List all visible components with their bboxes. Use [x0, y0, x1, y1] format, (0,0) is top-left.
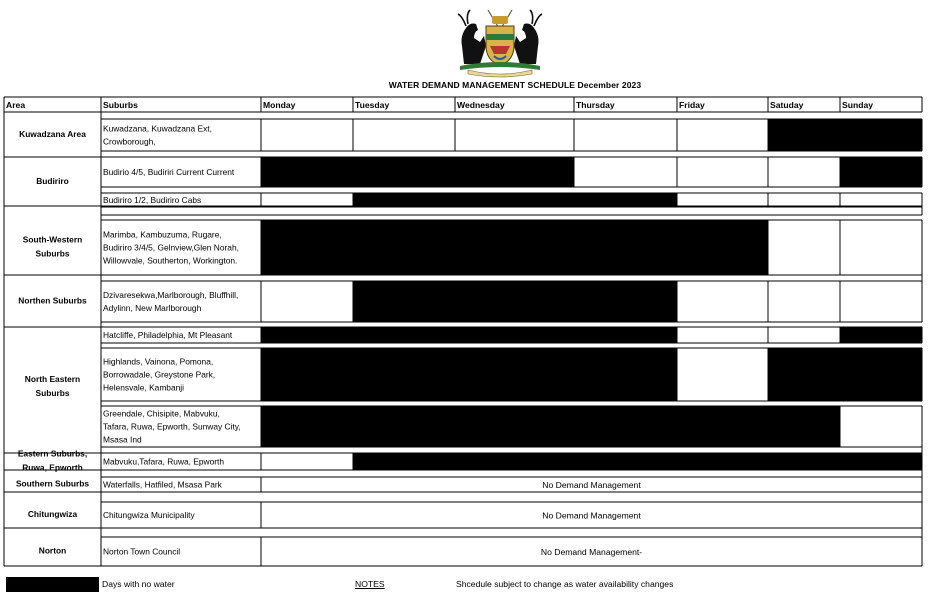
- area-name: North Eastern Suburbs: [24, 374, 81, 399]
- suburb-text: Dzivaresekwa,Marlborough, Bluffhill,: [103, 290, 239, 301]
- suburb-text: Tafara, Ruwa, Epworth, Sunway City,: [103, 421, 241, 432]
- no-water-day-cell: [455, 157, 574, 187]
- no-water-day-cell: [574, 193, 677, 207]
- no-water-day-cell: [768, 348, 840, 401]
- no-demand-management-note: No Demand Management-: [540, 546, 643, 557]
- area-name: Northen Suburbs: [18, 295, 87, 306]
- suburb-text: Msasa Ind: [103, 434, 142, 445]
- no-water-day-cell: [353, 281, 455, 322]
- no-water-day-cell: [768, 119, 840, 151]
- suburb-text: Budirio 4/5, Budiriri Current Current: [103, 167, 235, 178]
- column-header: Suburbs: [103, 99, 138, 110]
- no-water-day-cell: [455, 220, 574, 275]
- no-water-day-cell: [353, 406, 455, 447]
- suburb-text: Borrowadale, Greystone Park,: [103, 369, 216, 380]
- no-water-day-cell: [677, 220, 768, 275]
- notes-label: NOTES: [355, 579, 385, 589]
- suburb-text: Norton Town Council: [103, 546, 181, 557]
- no-water-day-cell: [840, 327, 922, 343]
- no-water-day-cell: [840, 157, 922, 187]
- suburb-text: Budiriro 1/2, Budiriro Cabs: [103, 195, 202, 206]
- no-water-day-cell: [455, 406, 574, 447]
- column-header: Area: [6, 99, 26, 110]
- suburb-text: Adylinn, New Marlborough: [103, 303, 202, 314]
- no-water-day-cell: [574, 406, 677, 447]
- no-water-day-cell: [455, 348, 574, 401]
- legend-swatch: [6, 577, 99, 592]
- no-water-day-cell: [677, 453, 768, 470]
- no-water-day-cell: [455, 193, 574, 207]
- column-header: Friday: [679, 99, 705, 110]
- area-name: Southern Suburbs: [15, 478, 90, 489]
- area-name: Budiriro: [36, 176, 69, 187]
- no-water-day-cell: [840, 348, 922, 401]
- suburb-text: Helensvale, Kambanji: [103, 382, 185, 393]
- no-water-day-cell: [455, 281, 574, 322]
- no-water-day-cell: [261, 327, 353, 343]
- suburb-text: Crowborough,: [103, 136, 156, 147]
- no-water-day-cell: [768, 406, 840, 447]
- no-water-day-cell: [261, 348, 353, 401]
- suburb-text: Chitungwiza Municipality: [103, 510, 195, 521]
- suburb-text: Waterfalls, Hatfiled, Msasa Park: [103, 479, 222, 490]
- suburb-text: Kuwadzana, Kuwadzana Ext,: [103, 123, 212, 134]
- no-water-day-cell: [574, 281, 677, 322]
- no-water-day-cell: [840, 119, 922, 151]
- no-water-day-cell: [574, 220, 677, 275]
- no-water-day-cell: [574, 348, 677, 401]
- area-name: South-Western Suburbs: [22, 234, 83, 259]
- suburb-text: Mabvuku,Tafara, Ruwa, Epworth: [103, 456, 225, 467]
- no-water-day-cell: [261, 406, 353, 447]
- no-water-day-cell: [353, 220, 455, 275]
- suburb-text: Willowvale, Southerton, Workington.: [103, 255, 238, 266]
- column-header: Monday: [263, 99, 296, 110]
- no-water-day-cell: [261, 157, 353, 187]
- no-water-day-cell: [261, 220, 353, 275]
- area-name: Eastern Suburbs, Ruwa, Epworth: [17, 448, 88, 473]
- notes-text: Shcedule subject to change as water availability changes: [456, 579, 674, 589]
- no-water-day-cell: [840, 453, 922, 470]
- area-name: Kuwadzana Area: [19, 129, 86, 140]
- column-header: Wednesday: [457, 99, 505, 110]
- suburb-text: Hatcliffe, Philadelphia, Mt Pleasant: [103, 330, 233, 341]
- no-water-day-cell: [455, 453, 574, 470]
- no-demand-management-note: No Demand Management: [542, 510, 641, 521]
- no-water-day-cell: [353, 348, 455, 401]
- column-header: Tuesday: [355, 99, 390, 110]
- no-water-day-cell: [677, 406, 768, 447]
- area-name: Chitungwiza: [27, 509, 78, 520]
- no-water-day-cell: [353, 193, 455, 207]
- suburb-text: Highlands, Vainona, Pomona,: [103, 356, 214, 367]
- no-water-day-cell: [353, 327, 455, 343]
- document-title: WATER DEMAND MANAGEMENT SCHEDULE December 2023: [388, 80, 642, 90]
- no-water-day-cell: [574, 453, 677, 470]
- suburb-text: Budiriro 3/4/5, Gelnview,Glen Norah,: [103, 242, 239, 253]
- no-water-day-cell: [353, 157, 455, 187]
- legend-label: Days with no water: [102, 579, 175, 589]
- suburb-text: Greendale, Chisipite, Mabvuku,: [103, 408, 220, 419]
- column-header: Sunday: [842, 99, 874, 110]
- no-water-day-cell: [455, 327, 574, 343]
- no-water-day-cell: [768, 453, 840, 470]
- no-water-day-cell: [574, 327, 677, 343]
- column-header: Satuday: [770, 99, 804, 110]
- column-header: Thursday: [576, 99, 615, 110]
- area-name: Norton: [38, 545, 67, 556]
- no-demand-management-note: No Demand Management: [542, 479, 641, 490]
- no-water-day-cell: [353, 453, 455, 470]
- suburb-text: Marimba, Kambuzuma, Rugare,: [103, 229, 222, 240]
